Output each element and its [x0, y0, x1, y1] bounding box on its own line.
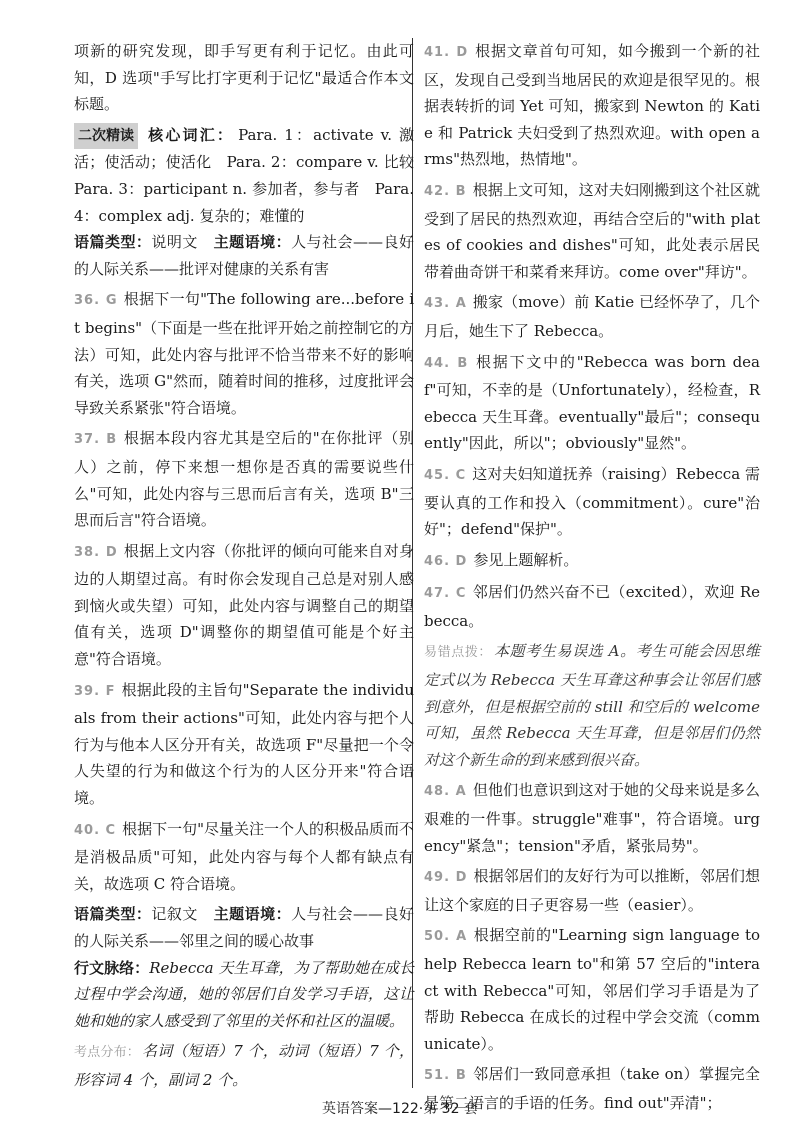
context-label-2: 主题语境：	[213, 905, 292, 924]
context-value-1: 人与社会——良好的人际关系——批评对健康的关系有害	[74, 233, 414, 278]
answer-46	[424, 547, 760, 576]
context-label-1: 主题语境：	[213, 233, 292, 252]
error-tip	[424, 638, 760, 773]
answer-text: 搬家（move）前 Katie 已经怀孕了，几个月后，她生下了 Rebecca。	[424, 293, 760, 340]
answer-36	[74, 286, 414, 421]
type-value-2: 记叙文	[151, 905, 198, 924]
answer-number: 47. C	[424, 586, 467, 602]
answer-text: 邻居们一致同意承担（take on）掌握完全是第二语言的手语的任务。find out"弄清"；	[424, 1065, 760, 1112]
answer-number: 51. B	[424, 1068, 467, 1084]
answer-number: 41. D	[424, 45, 469, 60]
answer-45	[424, 461, 760, 543]
answer-44	[424, 349, 760, 457]
answer-47	[424, 579, 760, 634]
answer-49	[424, 863, 760, 918]
point-distribution	[74, 1038, 414, 1093]
dist-text: 名词（短语）7 个，动词（短语）7 个，形容词 4 个，副词 2 个。	[74, 1042, 414, 1089]
answer-50	[424, 922, 760, 1057]
answer-text: 根据上文内容（你批评的倾向可能来自对身边的人期望过高。有时你会发现自己总是对别人感到恼火或失望）可知，此处内容与调整自己的期望值有关，选项 D"调整你的期望值可能是个好主意"符合语境。	[74, 541, 414, 669]
answer-text: 根据下文中的"Rebecca was born deaf"可知，不幸的是（Unfortunately），经检查，Rebecca 天生耳聋。eventually"最后"；consequently"因此，所以"；obviously"显然"。	[424, 352, 760, 453]
answer-number: 39. F	[74, 683, 116, 699]
answer-38	[74, 538, 414, 673]
answer-number: 37. B	[74, 432, 118, 448]
thread-text: Rebecca 天生耳聋，为了帮助她在成长过程中学会沟通，她的邻居们自发学习手语，这让她和她的家人感受到了邻里的关怀和社区的温暖。	[74, 958, 414, 1030]
answer-text: 邻居们仍然兴奋不已（excited），欢迎 Rebecca。	[424, 583, 760, 630]
right-column	[424, 38, 760, 1117]
answer-number: 43. A	[424, 296, 467, 312]
context-value-2: 人与社会——良好的人际关系——邻里之间的暖心故事	[74, 905, 414, 950]
answer-number: 44. B	[424, 355, 469, 371]
vocab-text: Para. 1：activate v. 激活；使活动；使活化 Para. 2：compare v. 比较 Para. 3：participant n. 参加者，参与者 Para. 4：complex adj. 复杂的；难懂的	[74, 125, 430, 225]
left-column	[74, 38, 430, 1094]
vocab-tag: 二次精读	[74, 123, 138, 150]
passage-type-2	[74, 901, 414, 954]
error-text: 本题考生易误选 A。考生可能会因思维定式以为 Rebecca 天生耳聋这种事会让邻居们感到意外，但是根据空前的 still 和空后的 welcome 可知，虽然 Rebecca 天生耳聋，但是邻居们仍然对这个新生命的到来感到很兴奋。	[424, 642, 760, 769]
error-label: 易错点拨：	[424, 645, 493, 661]
answer-number: 40. C	[74, 822, 117, 838]
answer-39	[74, 677, 414, 812]
answer-text: 根据下一句"The following are...before it begins"（下面是一些在批评开始之前控制它的方法）可知，此处内容与批评不恰当带来不好的影响有关，选项 G"然而，随着时间的推移，过度批评会导致关系紧张"符合语境。	[74, 290, 414, 417]
answer-number: 36. G	[74, 293, 118, 309]
page-footer: 英语答案—122·第 32 套	[322, 1101, 478, 1117]
vocab-paragraph	[74, 122, 430, 229]
answer-text: 根据文章首句可知，如今搬到一个新的社区，发现自己受到当地居民的欢迎是很罕见的。根据表转折的词 Yet 可知，搬家到 Newton 的 Katie 和 Patrick 夫妇受到了热烈欢迎。with open arms"热烈地，热情地"。	[424, 42, 760, 169]
answer-48	[424, 777, 760, 859]
answer-43	[424, 289, 760, 344]
answer-text: 根据上文可知，这对夫妇刚搬到这个社区就受到了居民的热烈欢迎，再结合空后的"with plates of cookies and dishes"可知，此处表示居民带着曲奇饼干和菜肴来拜访。come over"拜访"。	[424, 180, 760, 281]
dist-label: 考点分布：	[74, 1045, 140, 1061]
intro-paragraph: 项新的研究发现，即手写更有利于记忆。由此可知，D 选项"手写比打字更利于记忆"最适合作本文标题。	[74, 42, 414, 114]
answer-text: 根据空前的"Learning sign language to help Rebecca learn to"和第 57 空后的"interact with Rebecca"可知，邻居们学习手语是为了帮助 Rebecca 在成长的过程中学会交流（communicate）。	[424, 926, 760, 1053]
answer-number: 49. D	[424, 870, 468, 886]
answer-37	[74, 425, 414, 533]
answer-41	[424, 38, 760, 173]
answer-text: 参见上题解析。	[473, 550, 579, 569]
answer-number: 46. D	[424, 553, 468, 569]
type-value-1: 说明文	[151, 233, 198, 252]
answer-42	[424, 177, 760, 285]
type-label-1: 语篇类型：	[74, 233, 152, 252]
answer-text: 根据本段内容尤其是空后的"在你批评（别人）之前，停下来想一想你是否真的需要说些什么"可知，此处内容与三思而后言有关，选项 B"三思而后言"符合语境。	[74, 429, 414, 530]
answer-number: 42. B	[424, 183, 467, 199]
thread-label: 行文脉络：	[74, 958, 150, 977]
answer-text: 根据此段的主旨句"Separate the individuals from their actions"可知，此处内容与把个人行为与他本人区分开有关，故选项 F"尽量把一个令人失望的行为和做这个行为的人区分开来"符合语境。	[74, 680, 415, 808]
answer-number: 38. D	[74, 544, 118, 560]
passage-thread	[74, 955, 414, 1035]
answer-number: 50. A	[424, 929, 468, 945]
answer-text: 根据邻居们的友好行为可以推断，邻居们想让这个家庭的日子更容易一些（easier）。	[424, 867, 760, 914]
type-label-2: 语篇类型：	[74, 905, 152, 924]
passage-type-1	[74, 229, 414, 282]
vocab-label: 核心词汇：	[146, 125, 235, 144]
answer-text: 根据下一句"尽量关注一个人的积极品质而不是消极品质"可知，此处内容与每个人都有缺点有关，故选项 C 符合语境。	[74, 819, 415, 893]
answer-number: 45. C	[424, 467, 467, 483]
answer-number: 48. A	[424, 784, 467, 800]
answer-text: 但他们也意识到这对于她的父母来说是多么艰难的一件事。struggle"难事"，符合语境。urgency"紧急"；tension"矛盾，紧张局势"。	[424, 781, 760, 855]
answer-text: 这对夫妇知道抚养（raising）Rebecca 需要认真的工作和投入（commitment）。cure"治好"；defend"保护"。	[424, 464, 760, 539]
answer-40	[74, 816, 414, 898]
